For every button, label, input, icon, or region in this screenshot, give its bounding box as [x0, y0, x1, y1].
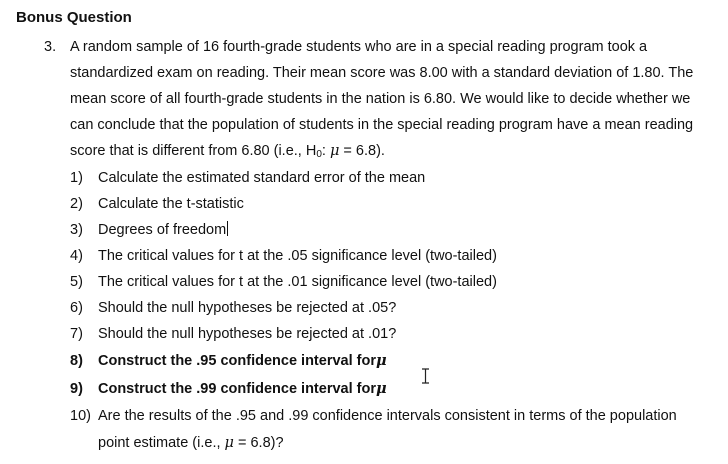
list-item-number: 10) — [70, 408, 91, 424]
list-item-text: Degrees of freedom — [98, 222, 227, 238]
list-item-text: Should the null hypotheses be rejected at .05? — [98, 300, 397, 316]
list-item-10 — [70, 406, 677, 426]
list-item-text: The critical values for t at the .01 significance level (two-tailed) — [98, 274, 497, 290]
mu-symbol: μ — [375, 380, 387, 397]
list-item-number: 5) — [70, 274, 83, 290]
list-item-10-continuation — [98, 433, 284, 453]
question-line-1: A random sample of 16 fourth-grade students who are in a special reading program took a — [70, 39, 648, 55]
list-item-1 — [70, 168, 425, 188]
question-number: 3. — [44, 39, 57, 55]
null-hypothesis-subscript: 0 — [316, 149, 322, 160]
list-item-6 — [70, 298, 396, 318]
mu-symbol: μ — [224, 435, 234, 451]
mu-symbol: μ — [329, 143, 340, 159]
question-line-3: mean score of all fourth-grade students in the nation is 6.80. We would like to decide whether we — [70, 91, 691, 107]
question-line-5-text: score that is different from 6.80 (i.e., H — [70, 143, 317, 159]
list-item-number: 8) — [70, 353, 83, 369]
question-line-5 — [70, 141, 385, 165]
list-item-text: Calculate the t-statistic — [98, 196, 244, 212]
list-item-number: 3) — [70, 222, 83, 238]
list-item-number: 1) — [70, 170, 83, 186]
question-line-2: standardized exam on reading. Their mean score was 8.00 with a standard deviation of 1.80. The — [70, 65, 694, 81]
question-line-5-end: = 6.8). — [339, 143, 385, 159]
text-ibeam-cursor-icon — [421, 368, 430, 384]
list-item-text: The critical values for t at the .05 significance level (two-tailed) — [98, 248, 497, 264]
list-item-4 — [70, 246, 497, 266]
list-item-number: 9) — [70, 381, 83, 397]
list-item-text: Construct the .95 confidence interval for — [98, 353, 376, 369]
colon: : — [321, 143, 330, 159]
list-item-3[interactable] — [70, 220, 228, 240]
list-item-7 — [70, 324, 396, 344]
list-item-number: 2) — [70, 196, 83, 212]
text-cursor — [227, 221, 228, 236]
list-item-5 — [70, 272, 497, 292]
section-heading: Bonus Question — [16, 9, 132, 26]
list-item-number: 4) — [70, 248, 83, 264]
list-item-text: Calculate the estimated standard error of the mean — [98, 170, 426, 186]
list-item-text: point estimate (i.e., — [98, 435, 225, 451]
list-item-8 — [70, 351, 387, 371]
list-item-number: 6) — [70, 300, 83, 316]
mu-symbol: μ — [375, 352, 387, 369]
list-item-text: Construct the .99 confidence interval for — [98, 381, 376, 397]
question-line-4: can conclude that the population of students in the special reading program have a mean reading — [70, 117, 694, 133]
list-item-text: Should the null hypotheses be rejected at .01? — [98, 326, 397, 342]
list-item-number: 7) — [70, 326, 83, 342]
list-item-2 — [70, 194, 244, 214]
list-item-9 — [70, 379, 387, 399]
list-item-text: Are the results of the .95 and .99 confidence intervals consistent in terms of the population — [98, 408, 677, 424]
list-item-text-end: = 6.8)? — [233, 435, 284, 451]
